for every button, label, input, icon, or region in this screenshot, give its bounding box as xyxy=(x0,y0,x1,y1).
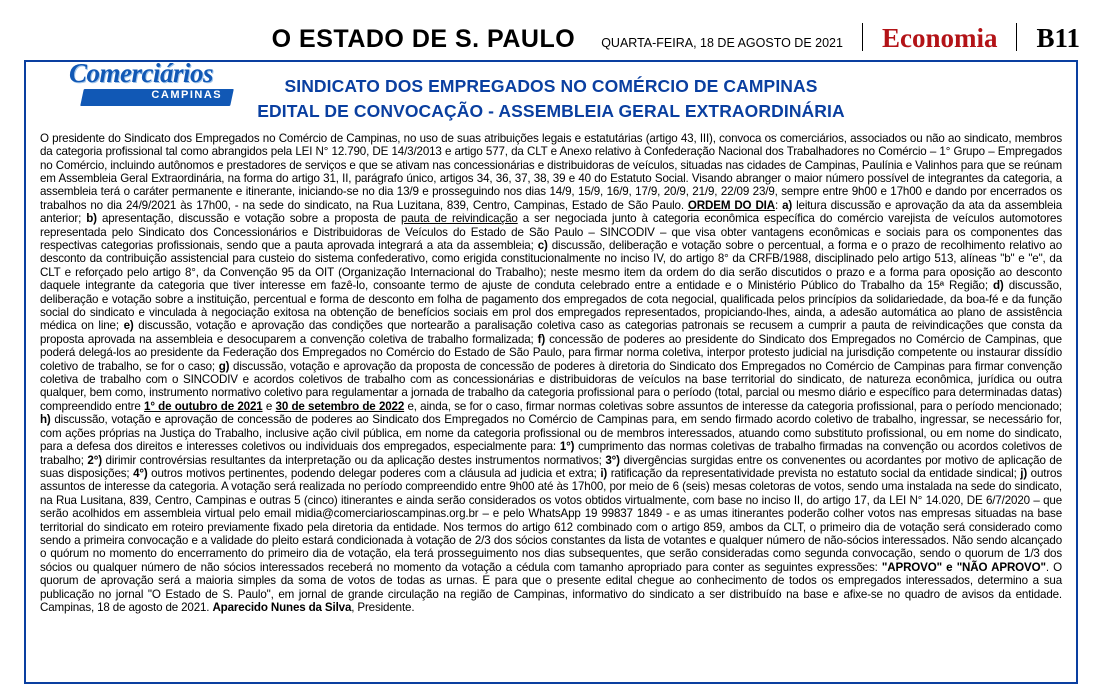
notice-heading-line1: SINDICATO DOS EMPREGADOS NO COMÉRCIO DE CAMPINAS xyxy=(284,76,818,96)
notice-body: O presidente do Sindicato dos Empregados no Comércio de Campinas, no uso de suas atribuições legais e estatutárias (artigo 43, III), convoca os comerciários, associados ou não ao sindicato, membros da categoria profissional tal como abrangidos pela LEI N° 12.790, DE 14/3/2013 e artigo 577, da CLT e Anexo relativo à Confederação Nacional dos Trabalhadores no Comércio – 1° Grupo – Empregados no Comércio, incluindo autônomos e prestadores de serviços e que se ativam nas concessionárias e distribuidoras de veículos, situadas nas cidades de Campinas, Paulínia e Valinhos para que se reúnam em Assembleia Geral Extraordinária, na forma do artigo 31, II, parágrafo único, artigos 34, 36, 37, 38, 39 e 40 do Estatuto Social. Visando abranger o maior número possível de integrantes da categoria, a assembleia terá o caráter permanente e itinerante, iniciando-se no dia 13/9 e prosseguindo nos dias 14/9, 15/9, 16/9, 17/9, 20/9, 21/9, 22/09 23/9, sempre entre 9h00 e 17h00 e dando por encerrados os trabalhos no dia 24/9/2021 às 17h00, - na sede do sindicato, na Rua Luzitana, 839, Centro, Campinas, Estado de São Paulo. ORDEM DO DIA: a) leitura discussão e aprovação da ata da assembleia anterior; b) apresentação, discussão e votação sobre a proposta de pauta de reivindicação a ser negociada junto à categoria econômica específica do comércio varejista de veículos automotores representada pelo Sindicato dos Concessionários e Distribuidoras de Veículos do Estado de São Paulo – SINCODIV – que visa obter vantagens econômicas e sociais para os componentes das respectivas categorias profissionais, sendo que a pauta aprovada integrará a ata da assembleia; c) discussão, deliberação e votação sobre o percentual, a forma e o prazo de recolhimento relativo ao desconto da contribuição assistencial para custeio do sistema confederativo, como erigida constitucionalmente no inciso IV, do artigo 8° da CRFB/1988, disciplinado pelo artigo 513, alíneas "b" e "e", da CLT e reforçado pelo artigo 8°, da Convenção 95 da OIT (Organização Internacional do Trabalho); neste mesmo item da ordem do dia serão discutidos o prazo e a forma para oposição ao desconto daquele integrante da categoria que tiver interesse em fazê-lo, consoante termo de ajuste de conduta celebrado entre a entidade e o Ministério Público do Trabalho da 15ª Região; d) discussão, deliberação e votação sobre a instituição, percentual e forma de desconto em folha de pagamento dos empregados de cota negocial, qualificada pelos princípios da solidariedade, da boa-fé e da função social do sindicato e vinculada à negociação exitosa na obtenção de benefícios sociais em prol dos empregados representados, propiciando-lhes, ainda, a adesão automática ao plano de assistência médica on line; e) discussão, votação e aprovação das condições que nortearão a paralisação coletiva caso as categorias patronais se recusem a cumprir a pauta de reivindicações que consta da proposta aprovada na assembleia e desocuparem a convenção coletiva de trabalho formalizada; f) concessão de poderes ao presidente do Sindicato dos Empregados no Comércio de Campinas, que poderá delegá-los ao presidente da Federação dos Empregados no Comércio do Estado de São Paulo, para firmar norma coletiva, interpor protesto judicial na jurisdição competente ou instaurar dissídio coletivo de trabalho, se for o caso; g) discussão, votação e aprovação da proposta de concessão de poderes à diretoria do Sindicato dos Empregados no Comércio de Campinas para firmar convenção coletiva de trabalho com o SINCODIV e acordos coletivos de trabalho com as concessionárias e distribuidoras de veículos na base territorial do sindicato, de natureza econômica, jurídica ou outra qualquer, bem como, instrumento normativo coletivo para regulamentar a jornada de trabalho da categoria profissional para o período (total, parcial ou mesmo diário e específico para determinadas datas) compreendido entre 1° de outubro de 2021 e 30 de setembro de 2022 e, ainda, se for o caso, firmar normas coletivas sobre assuntos de interesse da categoria profissional, para o período mencionado; h) discussão, votação e aprovação de concessão de poderes ao Sindicato dos Empregados no Comércio de Campinas para, em sendo firmado acordo coletivo de trabalho, ingressar, se necessário for, com ações próprias na Justiça do Trabalho, inclusive ação civil pública, em nome da categoria profissional ou de membros interessados, atuando como substituto profissional, ou em nome do sindicato, para a defesa dos direitos e interesses coletivos ou individuais dos empregados, especialmente para: 1°) cumprimento das normas coletivas de trabalho firmadas na convenção ou acordos coletivos de trabalho; 2°) dirimir controvérsias resultantes da interpretação ou da aplicação destes instrumentos normativos; 3°) divergências surgidas entre os convenentes ou acordantes por motivo de aplicação de suas disposições; 4°) outros motivos pertinentes, podendo delegar poderes com a cláusula ad judicia et extra; i) ratificação da representatividade prevista no estatuto social da entidade sindical; j) outros assuntos de interesse da categoria. A votação será realizada no período compreendido entre 9h00 até às 17h00, por meio de 6 (seis) mesas coletoras de votos, sendo uma instalada na sede do sindicato, na Rua Lusitana, 839, Centro, Campinas e outras 5 (cinco) itinerantes e ainda serão considerados os votos obtidos virtualmente, com base no inciso II, do artigo 17, da LEI N° 14.020, DE 6/7/2020 – que serão acolhidos em assembleia virtual pelo email midia@comerciarioscampinas.org.br – e pelo WhatsApp 19 99837 1849 - e as umas itinerantes poderão colher votos nas empresas situadas na base territorial do sindicato em roteiro previamente fixado pela diretoria da entidade. Nos termos do artigo 612 combinado com o artigo 859, ambos da CLT, o primeiro dia de votação será considerado como sendo a primeira convocação e a validade do pleito estará condicionada à votação de 2/3 dos sócios constantes da lista de votantes e qualquer número de não-sócios interessados. Não sendo alcançado o quórum no momento do encerramento do primeiro dia de votação, ela terá prosseguimento nos dias subsequentes, que serão consideradas como segunda convocação, sendo o quorum de 1/3 dos sócios ou qualquer número de não sócios interessados receberá no momento da votação a cédula com tamanho apropriado para conter as seguintes expressões: "APROVO" e "NÃO APROVO". O quorum de aprovação será a maioria simples da soma de votos de todas as urnas. E para que o presente edital chegue ao conhecimento de todos os empregados interessados, determino a sua publicação no jornal "O Estado de S. Paulo", em jornal de grande circulação na região de Campinas, informativo do sindicato a ser distribuído na base e afixe-se no quadro de avisos da entidade. Campinas, 18 de agosto de 2021. Aparecido Nunes da Silva, Presidente. xyxy=(40,131,1063,614)
masthead-divider-2 xyxy=(1016,23,1017,51)
masthead-inner xyxy=(272,19,1080,54)
logo-tagline: CAMPINAS xyxy=(151,89,223,101)
page-number: B11 xyxy=(1036,23,1080,53)
issue-date: QUARTA-FEIRA, 18 DE AGOSTO DE 2021 xyxy=(601,36,843,50)
notice-heading-line2: EDITAL DE CONVOCAÇÃO - ASSEMBLEIA GERAL EXTRAORDINÁRIA xyxy=(257,100,845,121)
paper-name: O ESTADO DE S. PAULO xyxy=(271,25,576,53)
notice-box xyxy=(24,60,1078,684)
union-logo xyxy=(48,60,234,106)
section-name: Economia xyxy=(881,23,998,53)
logo-wordmark: Comerciários xyxy=(68,58,213,88)
masthead xyxy=(0,0,1102,58)
logo-banner xyxy=(80,89,234,106)
masthead-divider xyxy=(862,23,863,51)
